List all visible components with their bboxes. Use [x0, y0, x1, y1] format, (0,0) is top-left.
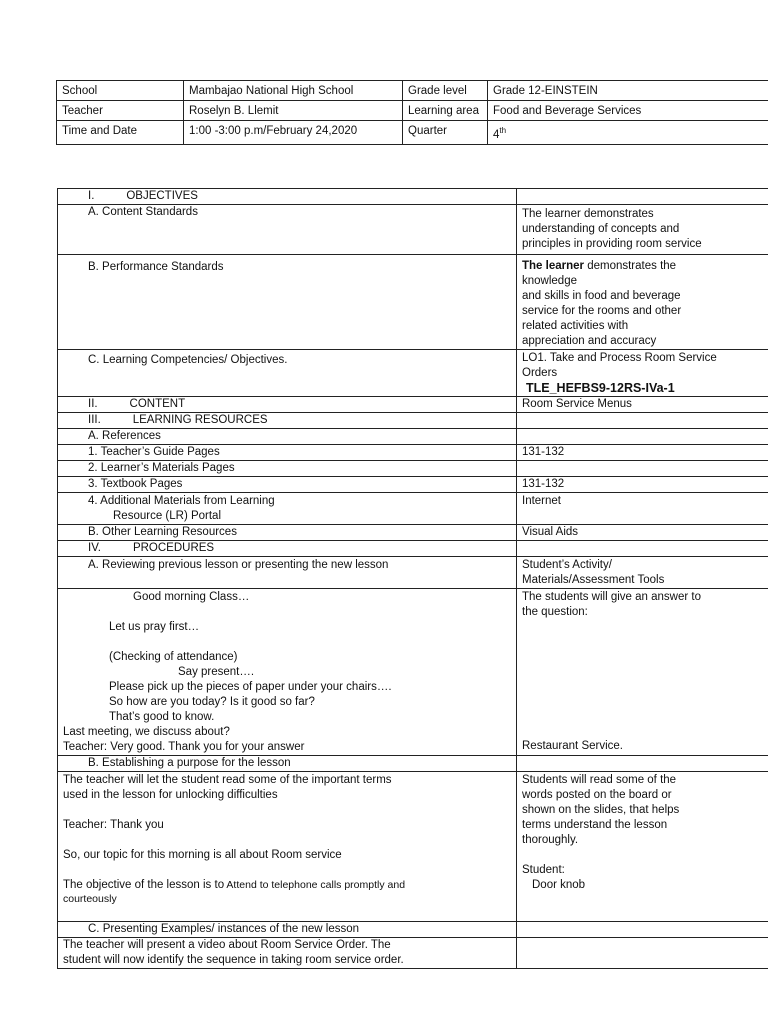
estab-right-line: thoroughly.: [522, 834, 579, 846]
table-row: [58, 445, 768, 461]
dialog-gap: [63, 635, 511, 650]
dialog-right-answer: Restaurant Service.: [522, 740, 623, 752]
learners-materials-label: 2. Learner’s Materials Pages: [58, 461, 517, 477]
time-date-label: Time and Date: [57, 121, 184, 145]
header-row: [57, 121, 768, 145]
learning-area-value: Food and Beverage Services: [488, 101, 768, 121]
competencies-label: C. Learning Competencies/ Objectives.: [58, 350, 517, 397]
reviewing-label: A. Reviewing previous lesson or presenting the new lesson: [58, 557, 517, 589]
table-row: [58, 772, 768, 922]
table-row: [58, 557, 768, 589]
performance-line: appreciation and accuracy: [522, 335, 657, 347]
performance-first: demonstrates the: [584, 260, 677, 272]
textbook-label: 3. Textbook Pages: [58, 477, 517, 493]
competency-code: TLE_HEFBS9-12RS-IVa-1: [526, 381, 675, 395]
table-row: [58, 493, 768, 525]
estab-objective-bold: The objective of the lesson is to: [63, 879, 225, 891]
estab-gap: [63, 803, 511, 818]
table-row: [58, 525, 768, 541]
table-row: [58, 397, 768, 413]
estab-student-label: Student:: [522, 864, 565, 876]
estab-right-line: words posted on the board or: [522, 789, 672, 801]
grade-level-label: Grade level: [403, 81, 488, 101]
table-row: [58, 461, 768, 477]
estab-line: courteously: [63, 893, 117, 905]
estab-gap: [63, 863, 511, 878]
teachers-guide-value: 131-132: [517, 445, 768, 461]
objectives-heading: I. OBJECTIVES: [58, 189, 517, 205]
estab-right-line: shown on the slides, that helps: [522, 804, 680, 816]
estab-right-line: Students will read some of the: [522, 774, 677, 786]
performance-line: [522, 259, 768, 274]
references-label: A. References: [58, 429, 517, 445]
table-row: [58, 350, 768, 397]
quarter-label: Quarter: [403, 121, 488, 145]
table-row: [58, 541, 768, 557]
presenting-line: student will now identify the sequence in taking room service order.: [63, 954, 404, 966]
header-table: [56, 80, 768, 145]
competencies-text: [517, 350, 768, 397]
table-row: [58, 413, 768, 429]
competencies-line: LO1. Take and Process Room Service: [522, 352, 717, 364]
dialog-right: [517, 589, 768, 756]
dialog-line: Please pick up the pieces of paper under your chairs….: [109, 681, 392, 693]
content-value: Room Service Menus: [517, 397, 768, 413]
school-label: School: [57, 81, 184, 101]
learners-materials-value: [517, 461, 768, 477]
dialog-line: Teacher: Very good. Thank you for your answer: [63, 741, 305, 753]
dialog-line: Say present….: [178, 666, 255, 678]
estab-right-line: terms understand the lesson: [522, 819, 668, 831]
additional-line: 4. Additional Materials from Learning: [88, 495, 275, 507]
dialog-line: (Checking of attendance): [109, 651, 238, 663]
table-row: [58, 589, 768, 756]
presenting-label: C. Presenting Examples/ instances of the new lesson: [58, 922, 517, 938]
textbook-value: 131-132: [517, 477, 768, 493]
reviewing-right-line: Materials/Assessment Tools: [522, 574, 665, 586]
table-row: [58, 477, 768, 493]
content-heading: II. CONTENT: [58, 397, 517, 413]
table-row: [58, 756, 768, 772]
establishing-right-empty: [517, 756, 768, 772]
dialog-cell: [58, 589, 517, 756]
content-standards-line: principles in providing room service: [522, 238, 702, 250]
time-date-value: 1:00 -3:00 p.m/February 24,2020: [184, 121, 403, 145]
dialog-gap: [63, 605, 511, 620]
header-row: [57, 81, 768, 101]
learning-resources-right: [517, 413, 768, 429]
estab-line: [63, 878, 511, 893]
content-standards-line: The learner demonstrates: [522, 208, 654, 220]
dialog-line: Last meeting, we discuss about?: [63, 726, 230, 738]
table-row: [58, 255, 768, 350]
performance-standards-label: B. Performance Standards: [58, 255, 517, 350]
table-row: [58, 205, 768, 255]
grade-level-value: Grade 12-EINSTEIN: [488, 81, 768, 101]
additional-line: Resource (LR) Portal: [113, 510, 222, 522]
estab-line: So, our topic for this morning is all about Room service: [63, 849, 342, 861]
reviewing-right: [517, 557, 768, 589]
presenting-right-empty: [517, 922, 768, 938]
presenting-right: [517, 938, 768, 969]
performance-line: knowledge: [522, 275, 577, 287]
estab-line: used in the lesson for unlocking difficulties: [63, 789, 278, 801]
teachers-guide-label: 1. Teacher’s Guide Pages: [58, 445, 517, 461]
dialog-right-line: the question:: [522, 606, 588, 618]
quarter-number: 4: [493, 128, 500, 141]
performance-bold: The learner: [522, 260, 584, 272]
table-row: [58, 429, 768, 445]
performance-standards-text: [517, 255, 768, 350]
objectives-right: [517, 189, 768, 205]
additional-materials-label: [58, 493, 517, 525]
quarter-value: [488, 121, 768, 145]
table-row: [58, 189, 768, 205]
content-standards-text: [517, 205, 768, 255]
dialog-line: Good morning Class…: [133, 591, 250, 603]
other-resources-label: B. Other Learning Resources: [58, 525, 517, 541]
learning-area-label: Learning area: [403, 101, 488, 121]
other-resources-value: Visual Aids: [517, 525, 768, 541]
performance-line: service for the rooms and other: [522, 305, 682, 317]
dialog-line: Let us pray first…: [109, 621, 200, 633]
performance-line: and skills in food and beverage: [522, 290, 681, 302]
content-standards-label: A. Content Standards: [58, 205, 517, 255]
reviewing-right-line: Student’s Activity/: [522, 559, 612, 571]
quarter-suffix: th: [499, 126, 507, 135]
establishing-left: [58, 772, 517, 922]
dialog-line: That’s good to know.: [109, 711, 215, 723]
establishing-label: B. Establishing a purpose for the lesson: [58, 756, 517, 772]
estab-objective-rest: Attend to telephone calls promptly and: [224, 879, 406, 891]
estab-line: The teacher will let the student read some of the important terms: [63, 774, 392, 786]
lesson-plan-table: [57, 188, 768, 969]
table-row: [58, 922, 768, 938]
header-row: [57, 101, 768, 121]
teacher-value: Roselyn B. Llemit: [184, 101, 403, 121]
competencies-line: Orders: [522, 367, 558, 379]
procedures-heading: IV. PROCEDURES: [58, 541, 517, 557]
procedures-right: [517, 541, 768, 557]
learning-resources-heading: III. LEARNING RESOURCES: [58, 413, 517, 429]
estab-right-gap: [522, 848, 768, 863]
estab-student-answer: Door knob: [532, 879, 586, 891]
school-value: Mambajao National High School: [184, 81, 403, 101]
dialog-right-line: The students will give an answer to: [522, 591, 701, 603]
presenting-line: The teacher will present a video about Room Service Order. The: [63, 939, 391, 951]
references-right: [517, 429, 768, 445]
performance-line: related activities with: [522, 320, 629, 332]
teacher-label: Teacher: [57, 101, 184, 121]
presenting-text: [58, 938, 517, 969]
establishing-right: [517, 772, 768, 922]
dialog-line: So how are you today? Is it good so far?: [109, 696, 315, 708]
table-row: [58, 938, 768, 969]
estab-line: Teacher: Thank you: [63, 819, 164, 831]
content-standards-line: understanding of concepts and: [522, 223, 680, 235]
estab-gap: [63, 833, 511, 848]
additional-materials-value: Internet: [517, 493, 768, 525]
